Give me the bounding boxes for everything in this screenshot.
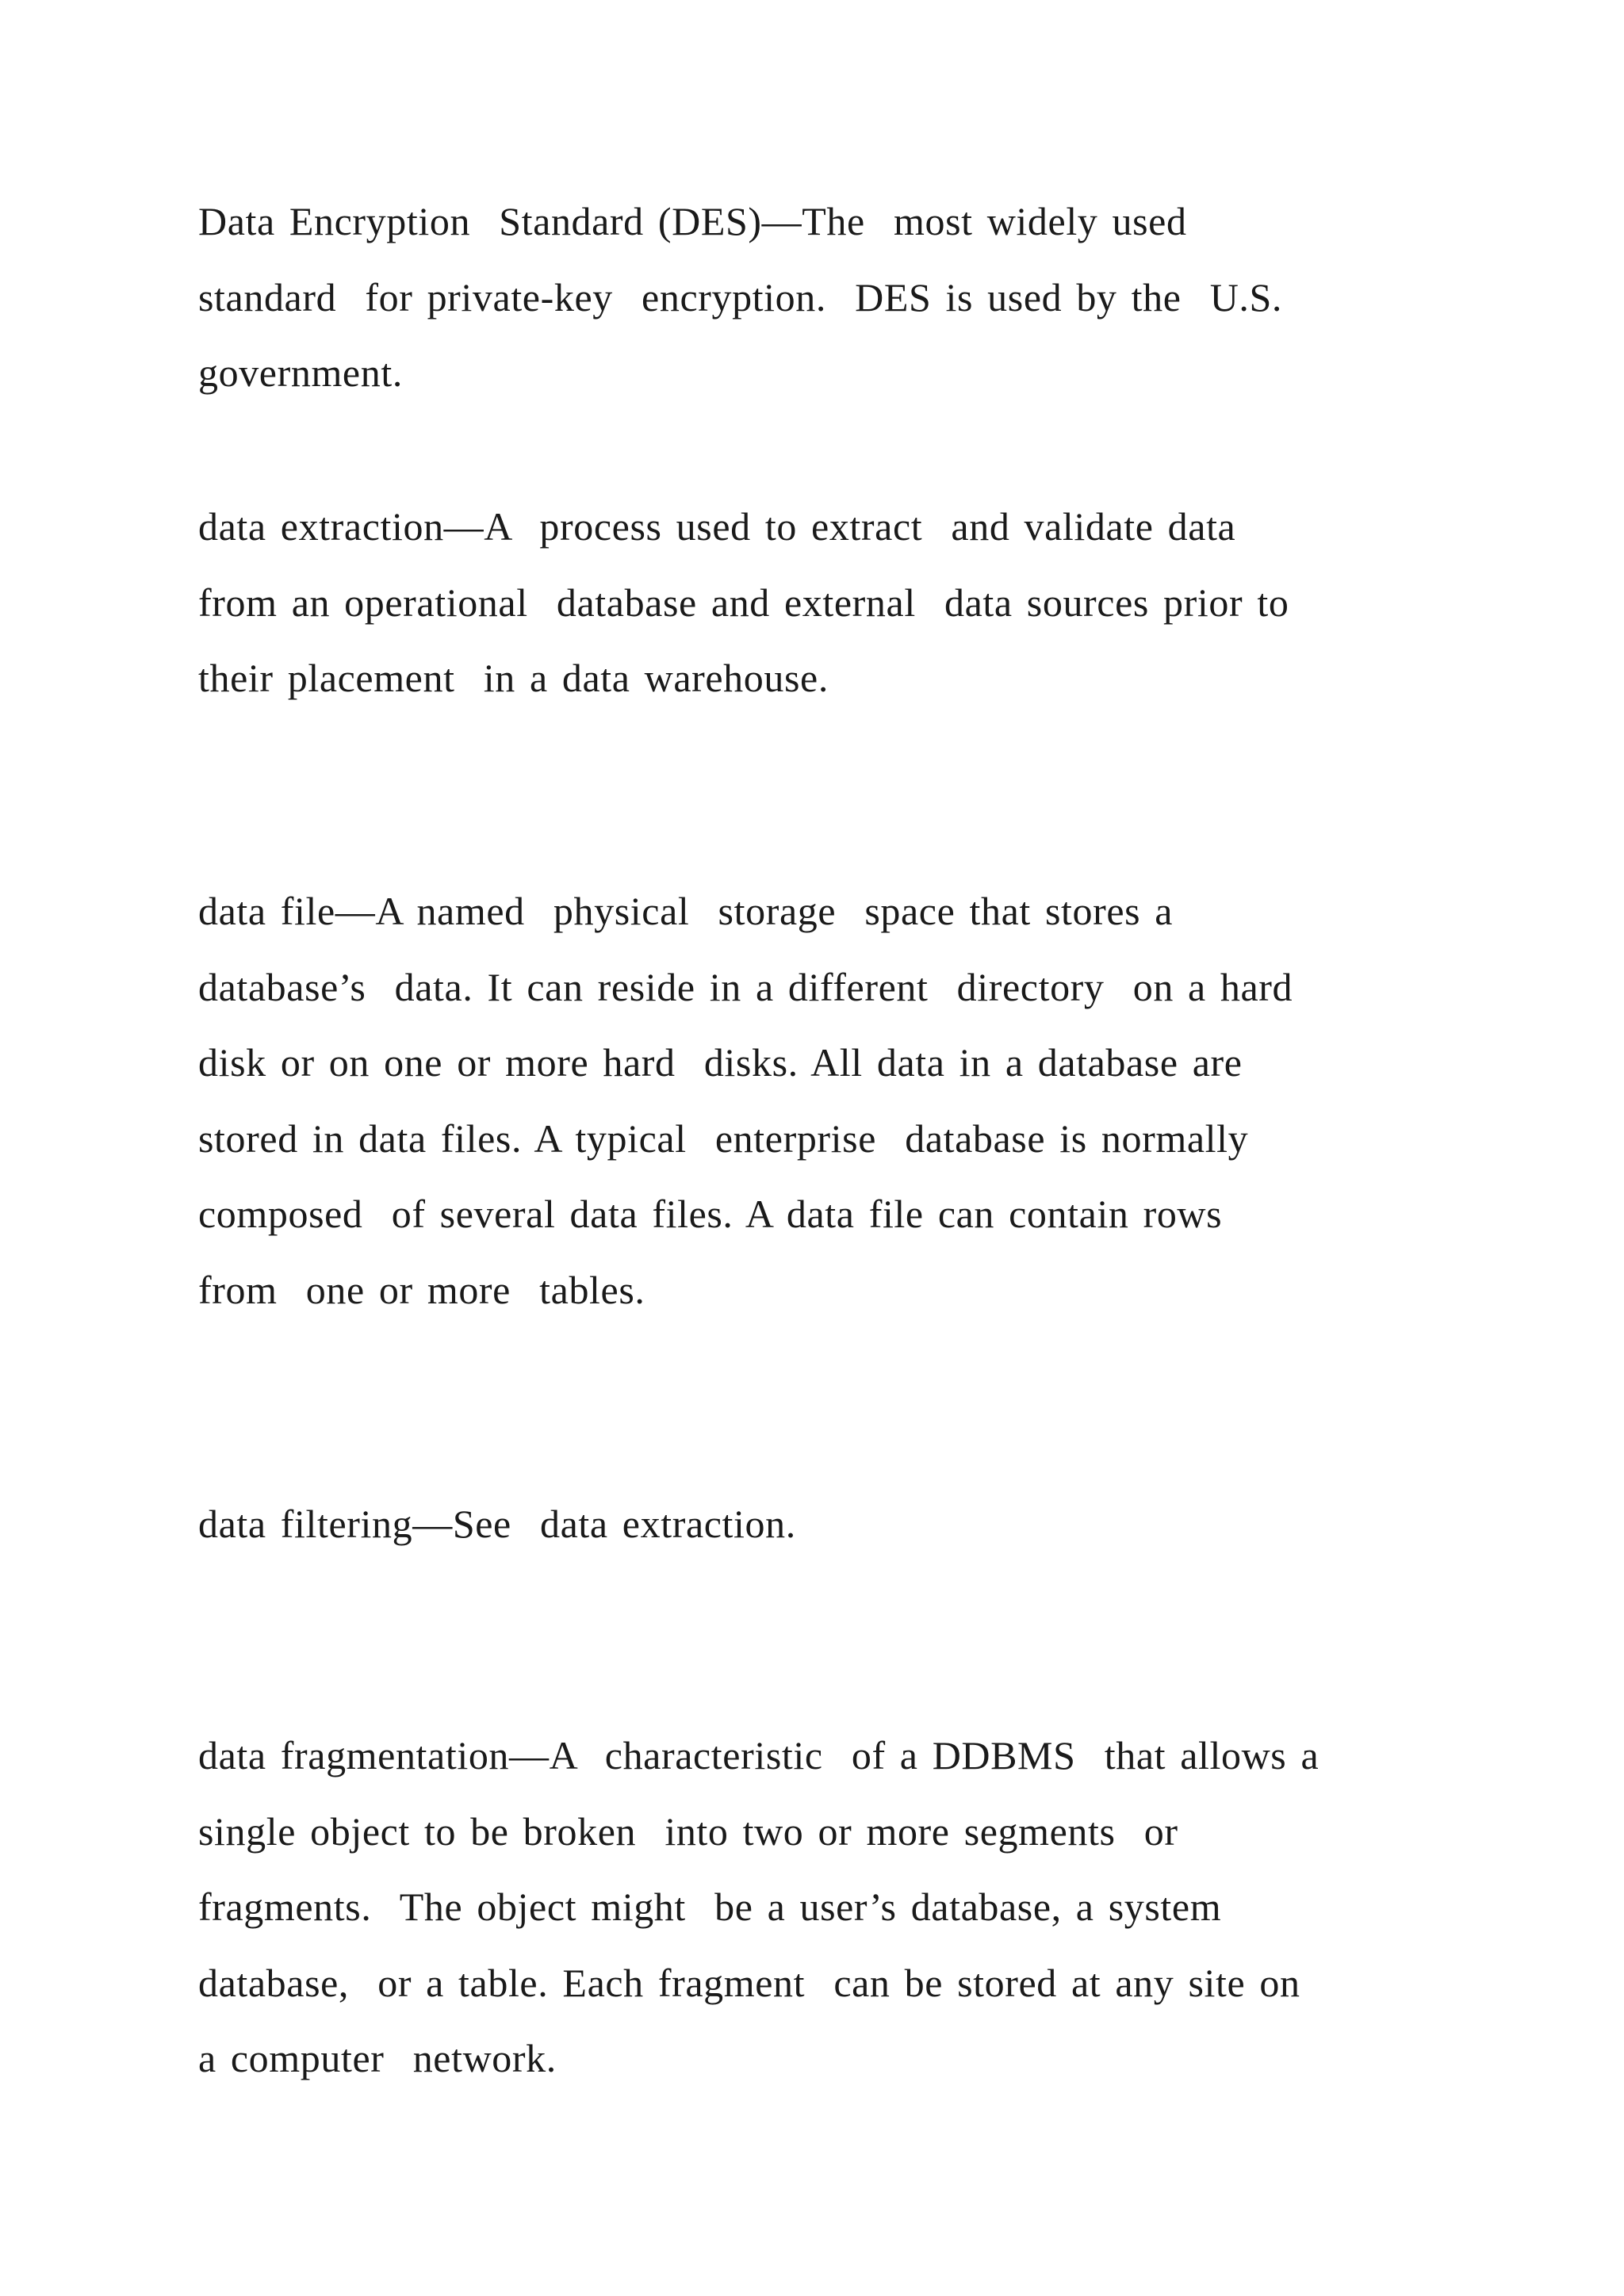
text-line: fragments. The object might be a user’s database, a system: [198, 1885, 1222, 1929]
text-line: data file—A named physical storage space that stores a: [198, 889, 1174, 933]
glossary-entry-data-fragmentation: [198, 1718, 1467, 2097]
glossary-entry-data-extraction: [198, 489, 1467, 717]
text-line: single object to be broken into two or more segments or: [198, 1808, 1178, 1854]
glossary-entry-data-filtering: [198, 1487, 1467, 1563]
text-line: data fragmentation—A characteristic of a DDBMS that allows a: [198, 1733, 1320, 1777]
text-line: data extraction—A process used to extract and validate data: [198, 504, 1236, 549]
text-line: Data Encryption Standard (DES)—The most widely used: [198, 199, 1187, 243]
text-line: standard for private-key encryption. DES is used by the U.S.: [198, 274, 1283, 320]
text-line: disk or on one or more hard disks. All data in a database are: [198, 1040, 1243, 1085]
glossary-entry-data-encryption-standard: [198, 184, 1467, 411]
text-line: from one or more tables.: [198, 1267, 645, 1312]
text-line: data filtering—See data extraction.: [198, 1502, 796, 1546]
text-line: stored in data files. A typical enterprise database is normally: [198, 1115, 1249, 1161]
text-line: government.: [198, 350, 403, 395]
text-line: composed of several data files. A data file can contain rows: [198, 1192, 1223, 1236]
text-line: database’s data. It can reside in a different directory on a hard: [198, 964, 1293, 1009]
text-line: from an operational database and external data sources prior to: [198, 580, 1289, 625]
text-line: their placement in a data warehouse.: [198, 656, 829, 700]
text-line: database, or a table. Each fragment can be stored at any site on: [198, 1960, 1300, 2005]
glossary-entry-data-file: [198, 874, 1467, 1328]
text-line: a computer network.: [198, 2036, 557, 2080]
